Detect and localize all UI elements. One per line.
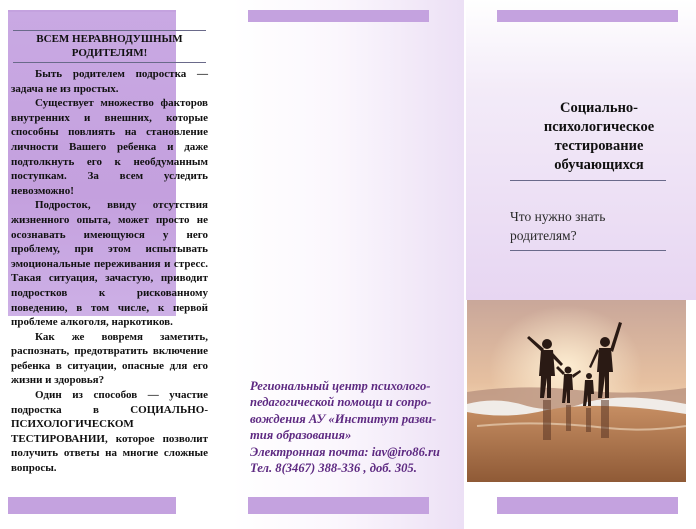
contact-line: тия образования» [250, 428, 352, 443]
contact-line: вождения АУ «Институт разви- [250, 411, 437, 426]
appeal-paragraph: Подросток, ввиду отсутствия жизненного опыта, может просто не осознавать имеющуюся у него проблему, при этом испытывать эмоциональные переживания и стресс. Такая ситуация, зачастую, приводит подростков к рискованному поведению, в том числе, к первой проблеме алкоголя, наркотиков. [11, 199, 208, 329]
family-beach-photo [467, 300, 686, 482]
title-line: обучающихся [554, 157, 644, 173]
contact-email: Электронная почта: iav@iro86.ru [250, 444, 440, 459]
appeal-paragraph: Существует множество факторов внутренних и внешних, которые способны повлиять на становление личности Вашего ребенка и даже подтолкнуть его к необдуманным поступкам. За всем уследить невозможно! [11, 97, 208, 197]
organization-contact-block [250, 378, 464, 476]
subtitle-divider [510, 250, 666, 251]
right-cover-panel [466, 0, 696, 529]
contact-phone: Тел. 8(3467) 388-336 , доб. 305. [250, 461, 417, 476]
appeal-paragraph: Как же вовремя заметить, распознать, предотвратить включение ребенка в ситуации, опасные для его жизни и здоровья? [11, 330, 208, 387]
appeal-heading: ВСЕМ НЕРАВНОДУШНЫМ РОДИТЕЛЯМ! [13, 30, 206, 63]
left-panel [0, 0, 230, 529]
bottom-accent-bar [8, 497, 176, 514]
contact-line: Региональный центр психолого- [250, 379, 431, 393]
top-accent-bar [248, 10, 429, 22]
middle-panel [232, 0, 464, 529]
brochure-title [510, 99, 688, 175]
title-line: тестирование [554, 138, 644, 154]
top-accent-bar [497, 10, 678, 22]
appeal-paragraph: Быть родителем подростка — задача не из простых. [11, 68, 208, 95]
subtitle-line: родителям? [510, 228, 577, 243]
title-line: Социально- [559, 100, 639, 116]
title-divider [510, 180, 666, 181]
bottom-accent-bar [497, 497, 678, 514]
appeal-paragraph: Один из способов — участие подростка в СОЦИАЛЬНО-ПСИХОЛОГИЧЕСКОМ ТЕСТИРОВАНИИ, которое позволит получить ответы на многие сложные вопросы. [11, 389, 208, 475]
brochure-subtitle [510, 207, 690, 245]
subtitle-line: Что нужно знать [510, 209, 606, 224]
contact-line: педагогической помощи и сопро- [250, 395, 432, 410]
title-line: психологическое [543, 119, 655, 135]
parent-appeal-text [11, 30, 208, 476]
bottom-accent-bar [248, 497, 429, 514]
